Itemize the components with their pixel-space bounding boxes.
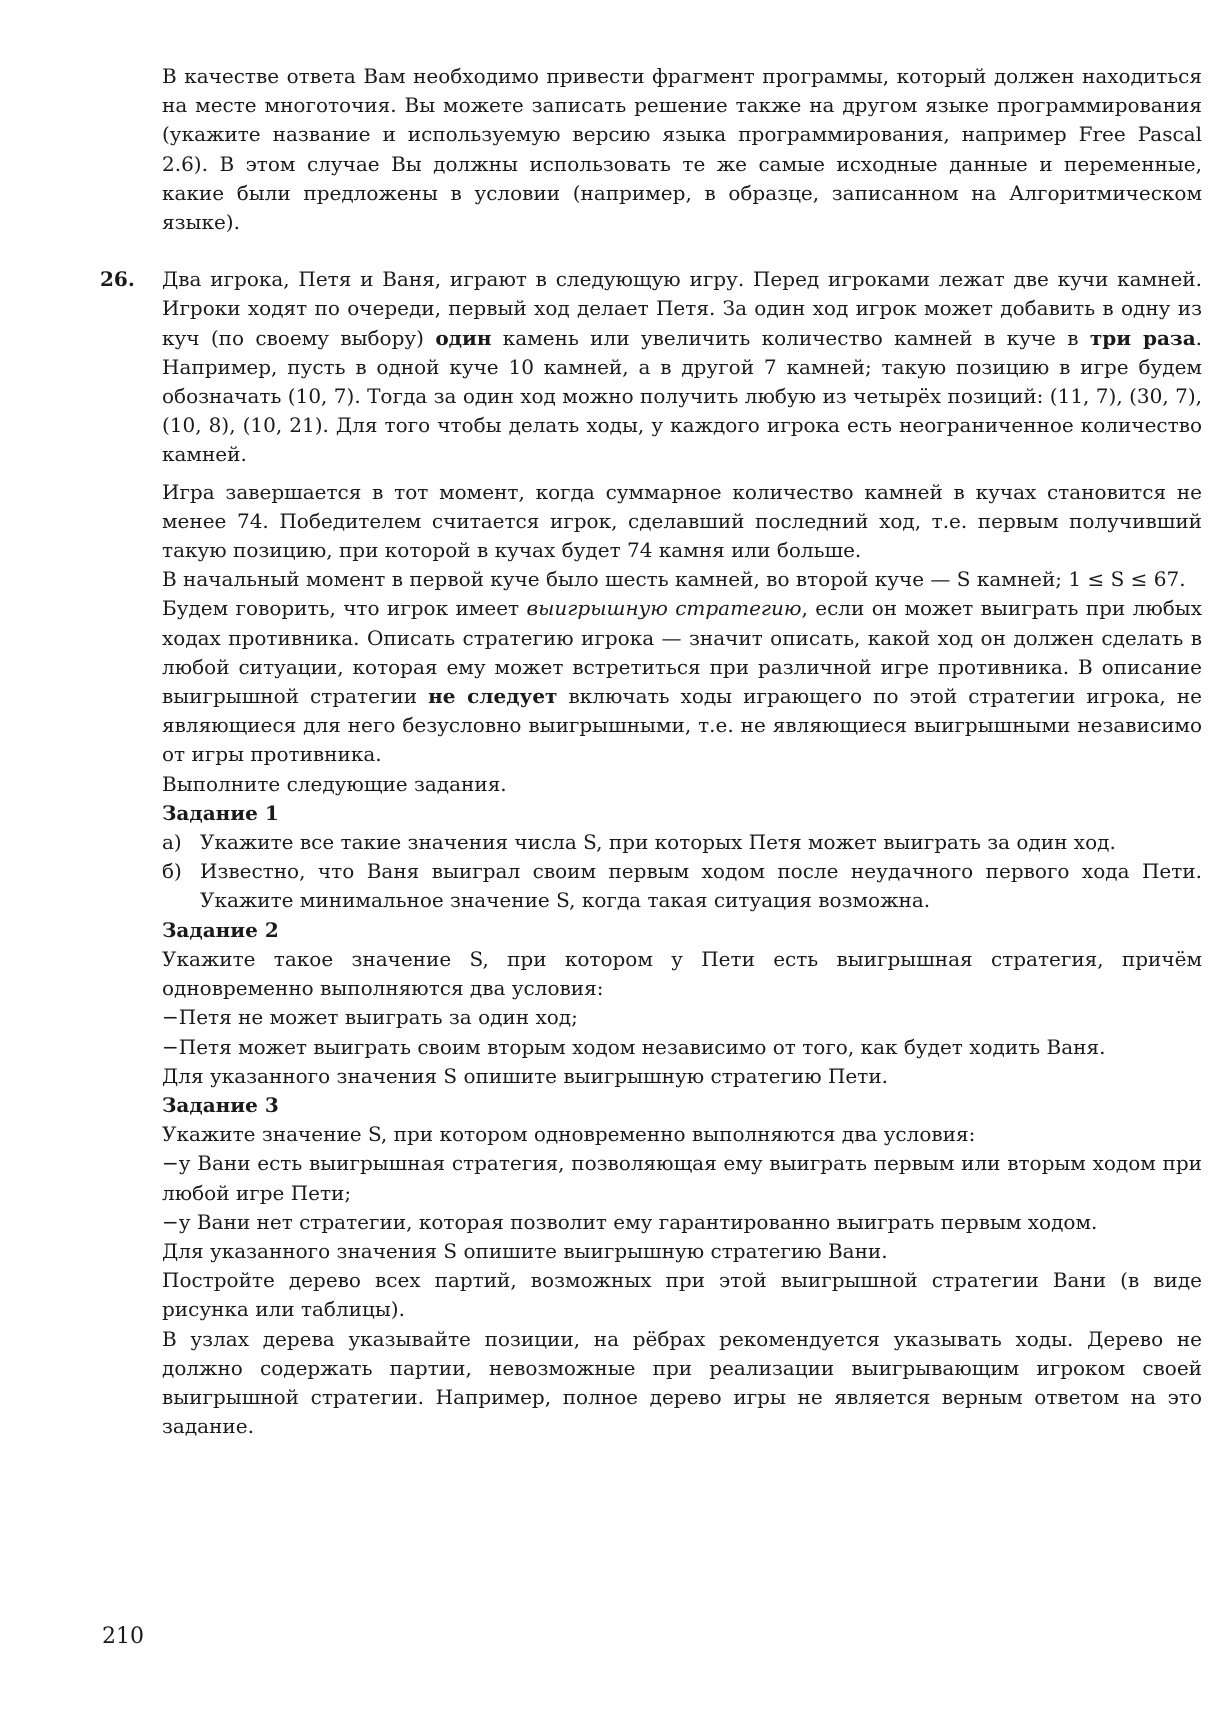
list-item-text: Укажите все такие значения числа S, при которых Петя может выиграть за один ход. [200,830,1116,855]
bold-text: три раза [1089,325,1196,350]
task-paragraph-5: Выполните следующие задания. [162,771,507,796]
text-segment: включать ходы играющего по этой стратегии игрока, не являющиеся для него безусловно выигрышными, т.е. не являющиеся выигрышными независимо от игры противника. [162,684,1202,767]
task-26 [100,265,1203,1441]
bold-text: один [435,325,492,350]
text-segment: камень или увеличить количество камней в куче в [491,325,1090,350]
text-segment: Будем говорить, что игрок имеет [162,596,527,621]
task-2-paragraph-2: Для указанного значения S опишите выигрышную стратегию Пети. [162,1063,889,1088]
task-3-paragraph-4: В узлах дерева указывайте позиции, на рёбрах рекомендуется указывать ходы. Дерево не должно содержать партии, невозможные при реализации выигрывающим игроком своей выигрышной стратегии. Например, полное дерево игры не является верным ответом на это задание. [162,1326,1202,1439]
task-2-condition-2: −Петя может выиграть своим вторым ходом независимо от того, как будет ходить Ваня. [162,1034,1106,1059]
page-number: 210 [102,1624,144,1649]
task-2-heading: Задание 2 [162,917,279,942]
list-marker: а) [162,830,182,855]
task-3-paragraph-2: Для указанного значения S опишите выигрышную стратегию Вани. [162,1238,888,1263]
task-1-heading: Задание 1 [162,800,279,825]
intro-paragraph: В качестве ответа Вам необходимо привести фрагмент программы, который должен находиться на месте многоточия. Вы можете записать решение также на другом языке программирования (укажите название и используемую версию языка программирования, например Free Pascal 2.6). В этом случае Вы должны использовать те же самые исходные данные и переменные, какие были предложены в условии (например, в образце, записанном на Алгоритмическом языке). [162,64,1202,235]
task-2-condition-1: −Петя не может выиграть за один ход; [162,1005,578,1030]
task-3-condition-1: −у Вани есть выигрышная стратегия, позволяющая ему выиграть первым или вторым ходом при любой игре Пети; [162,1151,1202,1205]
bold-text: не следует [428,684,558,709]
task-3-paragraph-3: Постройте дерево всех партий, возможных при этой выигрышной стратегии Вани (в виде рисунка или таблицы). [162,1268,1202,1322]
page-content [100,62,1203,1441]
task-paragraph-4 [162,594,1202,769]
italic-text: выигрышную стратегию [526,596,802,621]
task-3-paragraph-1: Укажите значение S, при котором одновременно выполняются два условия: [162,1122,976,1147]
text-segment: . Например, пусть в одной куче 10 камней, а в другой 7 камней; такую позицию в игре будем обозначать (10, 7). Тогда за один ход можно получить любую из четырёх позиций: (11, 7), (30, 7), (10, 8), (10, 21). Для того чтобы делать ходы, у каждого игрока есть неограниченное количество камней. [162,325,1203,467]
text-segment: Два игрока, Петя и Ваня, играют в следующую игру. Перед игроками лежат две кучи камней. Игроки ходят по очереди, первый ход делает Петя. За один ход игрок может добавить в одну из куч (по своему выбору) [162,267,1202,350]
task-2-paragraph-1: Укажите такое значение S, при котором у Пети есть выигрышная стратегия, причём одновременно выполняются два условия: [162,946,1202,1001]
task-paragraph-2: Игра завершается в тот момент, когда суммарное количество камней в кучах становится не менее 74. Победителем считается игрок, сделавший последний ход, т.е. первым получивший такую позицию, при которой в кучах будет 74 камня или больше. [162,479,1202,563]
text-segment: , если он может выиграть при любых ходах противника. Описать стратегию игрока — значит описать, какой ход он должен сделать в любой ситуации, которая ему может встретиться при различной игре противника. В описание выигрышной стратегии [162,596,1203,709]
list-item-text: Известно, что Ваня выиграл своим первым ходом после неудачного первого хода Пети. Укажите минимальное значение S, когда такая ситуация возможна. [200,859,1202,913]
task-paragraph-3: В начальный момент в первой куче было шесть камней, во второй куче — S камней; 1 ≤ S ≤ 67. [162,567,1186,592]
task-3-condition-2: −у Вани нет стратегии, которая позволит ему гарантированно выиграть первым ходом. [162,1209,1098,1234]
task-1b [162,857,1202,915]
task-paragraph-1 [162,265,1202,469]
task-3-heading: Задание 3 [162,1092,279,1117]
task-1a [162,828,1202,857]
task-number: 26. [100,267,135,292]
list-marker: б) [162,859,182,884]
